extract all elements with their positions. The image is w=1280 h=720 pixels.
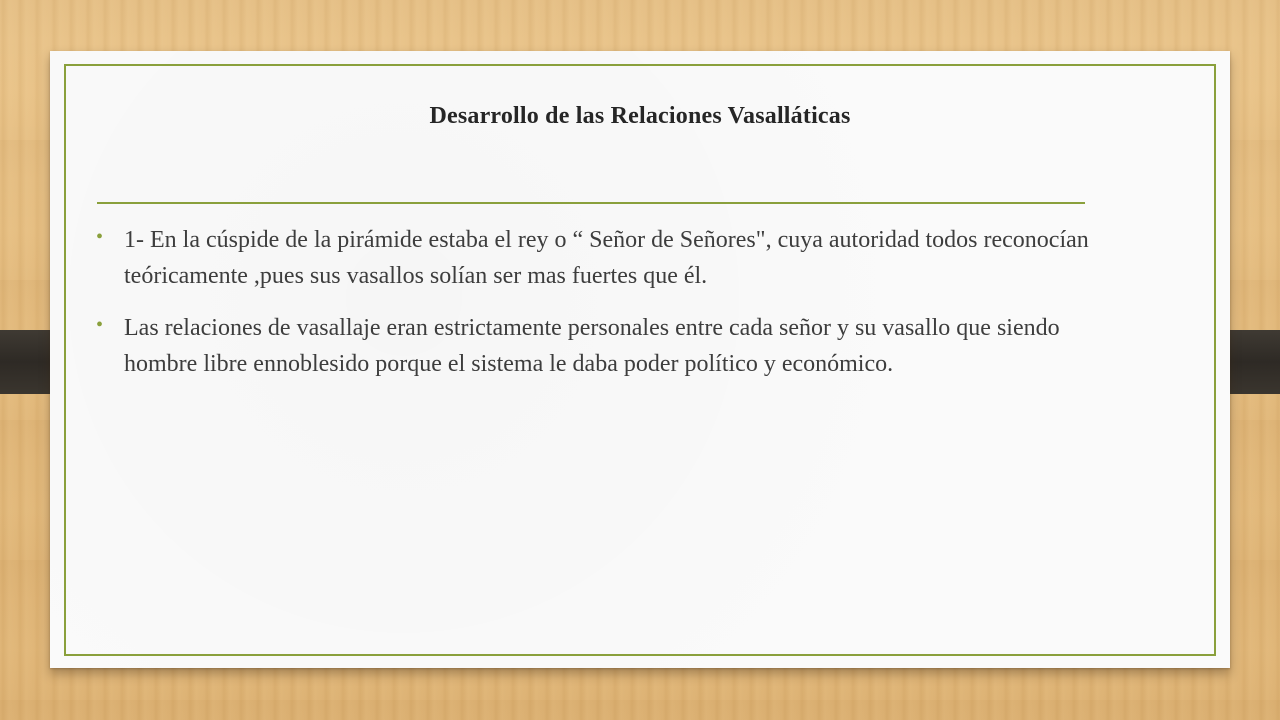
title-divider bbox=[97, 202, 1085, 204]
slide-title: Desarrollo de las Relaciones Vasalláticas bbox=[429, 103, 851, 129]
bullet-text: Las relaciones de vasallaje eran estrictamente personales entre cada señor y su vasallo que siendo hombre libre ennoblesido porque el sistema le daba poder político y económico. bbox=[124, 315, 1060, 377]
bullet-marker: • bbox=[96, 226, 104, 248]
bullet-text: 1- En la cúspide de la pirámide estaba el rey o “ Señor de Señores", cuya autoridad todos reconocían teóricamente ,pues sus vasallos solían ser mas fuertes que él. bbox=[124, 227, 1089, 289]
bullet-item bbox=[96, 222, 1096, 294]
bullet-item bbox=[96, 310, 1096, 382]
bullet-marker: • bbox=[96, 314, 104, 336]
bullet-list bbox=[96, 222, 1096, 398]
